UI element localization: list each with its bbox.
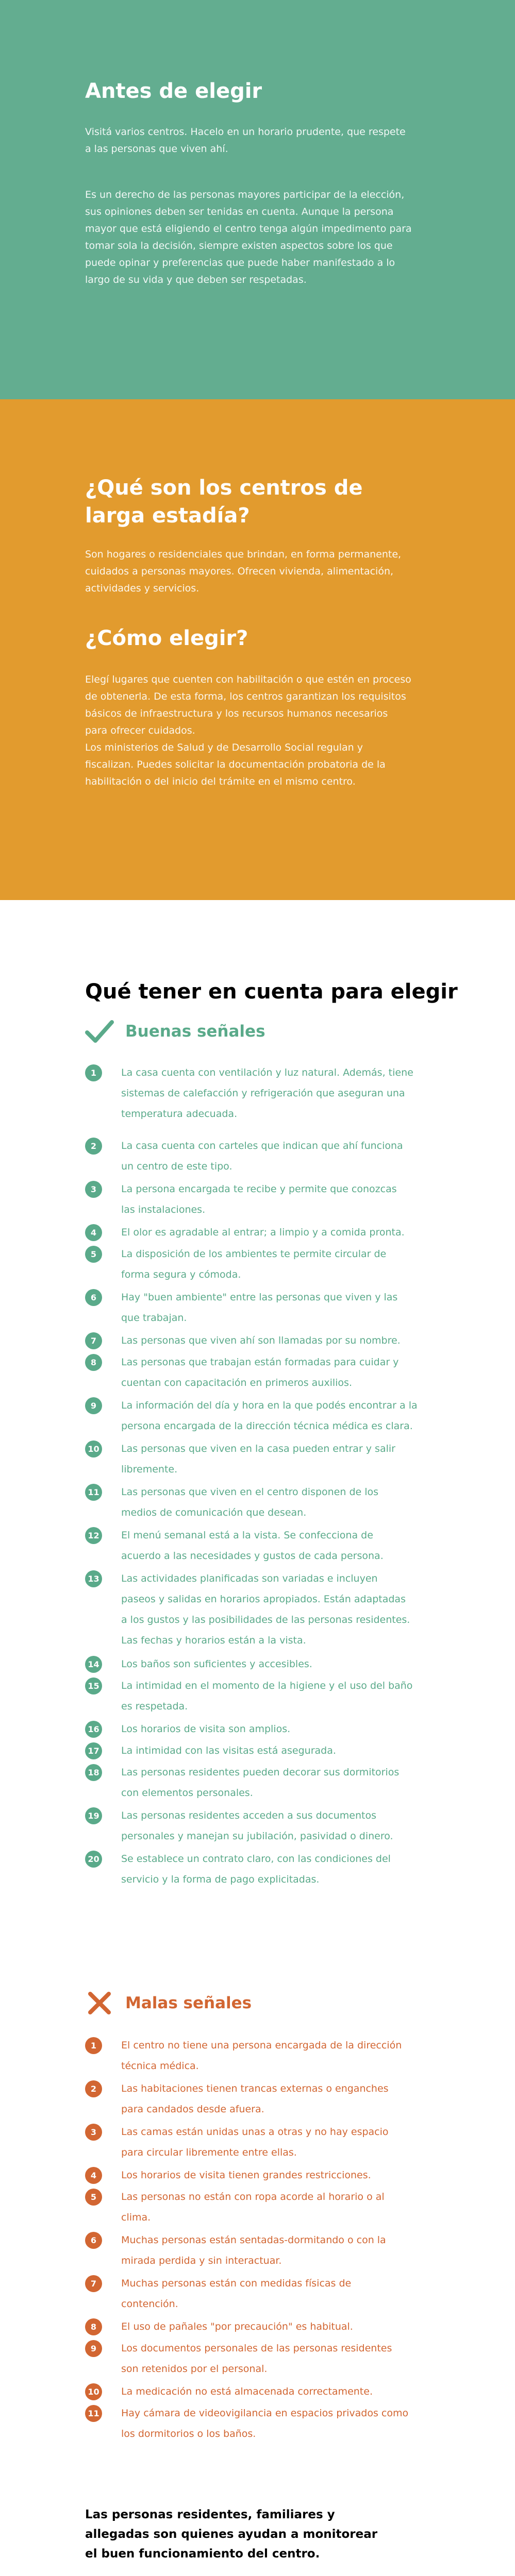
item-number-badge: 6 — [85, 2232, 102, 2249]
good-signs-heading — [85, 1016, 265, 1047]
item-number-badge: 1 — [85, 1064, 102, 1081]
good-signs-label: Buenas señales — [125, 1022, 265, 1041]
item-text: Las personas residentes acceden a sus documentos personales y manejan su jubilación, pasividad o dinero. — [121, 1810, 393, 1842]
bad-signs-heading — [85, 1988, 252, 2019]
item-text: Muchas personas están sentadas-dormitando o con la mirada perdida y sin interactuar. — [121, 2234, 386, 2266]
item-text: Los horarios de visita son amplios. — [121, 1723, 291, 1735]
intro-section — [0, 0, 515, 399]
item-number-badge: 7 — [85, 1332, 102, 1349]
item-number-badge: 12 — [85, 1527, 102, 1544]
section-title: Antes de elegir — [85, 79, 262, 103]
item-text: La intimidad con las visitas está asegurada. — [121, 1745, 336, 1756]
paragraph: Son hogares o residenciales que brindan, en forma permanente, cuidados a personas mayores. Ofrecen vivienda, alimentación, actividades y servicios. — [85, 549, 402, 594]
item-text: La información del día y hora en la que podés encontrar a la persona encargada de la dirección técnica médica es clara. — [121, 1400, 418, 1432]
item-text: Muchas personas están con medidas físicas de contención. — [121, 2278, 352, 2310]
check-icon — [85, 1019, 114, 1044]
item-text: Hay "buen ambiente" entre las personas que viven y las que trabajan. — [121, 1292, 398, 1324]
item-text: Las personas que viven en la casa pueden entrar y salir libremente. — [121, 1443, 395, 1475]
item-number-badge: 2 — [85, 2080, 102, 2097]
item-text: Los documentos personales de las personas residentes son retenidos por el personal. — [121, 2343, 392, 2375]
item-text: La intimidad en el momento de la higiene y el uso del baño es respetada. — [121, 1680, 413, 1712]
item-text: El centro no tiene una persona encargada de la dirección técnica médica. — [121, 2040, 402, 2072]
item-number-badge: 19 — [85, 1807, 102, 1824]
item-number-badge: 4 — [85, 1224, 102, 1241]
item-number-badge: 9 — [85, 1397, 102, 1414]
closing-statement: Las personas residentes, familiares y allegadas son quienes ayudan a monitorear el buen funcionamiento del centro. — [85, 2508, 378, 2561]
item-number-badge: 13 — [85, 1570, 102, 1587]
item-number-badge: 16 — [85, 1721, 102, 1738]
paragraph: Elegí lugares que cuenten con habilitación o que estén en proceso de obtenerla. De esta forma, los centros garantizan los requisitos básicos de infraestructura y los recursos humanos necesarios para ofrecer cuidados. Los ministerios de Salud y de Desarrollo Social regulan y fiscalizan. Puedes solicitar la documentación probatoria de la habilitación o del inicio del trámite en el mismo centro. — [85, 674, 411, 787]
item-number-badge: 1 — [85, 2037, 102, 2054]
item-text: Se establece un contrato claro, con las condiciones del servicio y la forma de pago explicitadas. — [121, 1853, 391, 1885]
item-number-badge: 2 — [85, 1138, 102, 1155]
item-text: La casa cuenta con ventilación y luz natural. Además, tiene sistemas de calefacción y refrigeración que aseguran una temperatura adecuada. — [121, 1067, 413, 1120]
item-number-badge: 8 — [85, 2318, 102, 2335]
section-title: ¿Qué son los centros de larga estadía? — [85, 476, 363, 528]
item-number-badge: 4 — [85, 2167, 102, 2184]
section-title: ¿Cómo elegir? — [85, 626, 248, 650]
paragraph: Visitá varios centros. Hacelo en un horario prudente, que respete a las personas que viven ahí. — [85, 126, 406, 155]
item-text: Hay cámara de videovigilancia en espacios privados como los dormitorios o los baños. — [121, 2408, 409, 2439]
item-number-badge: 3 — [85, 1181, 102, 1198]
checklist-title: Qué tener en cuenta para elegir — [85, 980, 458, 1004]
item-text: El uso de pañales "por precaución" es habitual. — [121, 2321, 353, 2332]
paragraph: Es un derecho de las personas mayores participar de la elección, sus opiniones deben ser tenidas en cuenta. Aunque la persona mayor que está eligiendo el centro tenga algún impedimento para tomar sola la decisión, siempre existen aspectos sobre los que puede opinar y preferencias que puede haber manifestado a lo largo de su vida y que deben ser respetadas. — [85, 189, 412, 285]
item-text: La medicación no está almacenada correctamente. — [121, 2386, 373, 2397]
item-number-badge: 20 — [85, 1851, 102, 1868]
bad-signs-label: Malas señales — [125, 1994, 252, 2012]
item-number-badge: 14 — [85, 1656, 102, 1673]
item-number-badge: 10 — [85, 1440, 102, 1458]
item-number-badge: 7 — [85, 2275, 102, 2292]
item-number-badge: 17 — [85, 1742, 102, 1759]
item-text: Las camas están unidas unas a otras y no hay espacio para circular libremente entre ellas. — [121, 2126, 389, 2158]
item-number-badge: 15 — [85, 1677, 102, 1694]
item-number-badge: 11 — [85, 1484, 102, 1501]
item-number-badge: 9 — [85, 2340, 102, 2357]
item-number-badge: 6 — [85, 1289, 102, 1306]
item-text: Las habitaciones tienen trancas externas o enganches para candados desde afuera. — [121, 2083, 389, 2115]
item-number-badge: 10 — [85, 2383, 102, 2400]
item-text: Las personas que viven ahí son llamadas por su nombre. — [121, 1335, 401, 1346]
item-text: Los horarios de visita tienen grandes restricciones. — [121, 2170, 371, 2181]
item-text: Las personas que trabajan están formadas para cuidar y cuentan con capacitación en primeros auxilios. — [121, 1357, 399, 1388]
item-text: Los baños son suficientes y accesibles. — [121, 1658, 312, 1670]
item-number-badge: 18 — [85, 1764, 102, 1781]
item-text: Las actividades planificadas son variadas e incluyen paseos y salidas en horarios apropiados. Están adaptadas a los gustos y las posibilidades de las personas residentes. Las fechas y horarios están a la vista. — [121, 1573, 410, 1646]
item-number-badge: 3 — [85, 2124, 102, 2141]
item-number-badge: 11 — [85, 2405, 102, 2422]
item-text: La disposición de los ambientes te permite circular de forma segura y cómoda. — [121, 1248, 387, 1280]
item-text: La casa cuenta con carteles que indican que ahí funciona un centro de este tipo. — [121, 1140, 403, 1172]
item-number-badge: 8 — [85, 1354, 102, 1371]
item-number-badge: 5 — [85, 2189, 102, 2206]
item-text: Las personas residentes pueden decorar sus dormitorios con elementos personales. — [121, 1767, 400, 1799]
item-text: El olor es agradable al entrar; a limpio y a comida pronta. — [121, 1227, 405, 1238]
item-number-badge: 5 — [85, 1246, 102, 1263]
cross-icon — [85, 1991, 114, 2015]
item-text: Las personas que viven en el centro disponen de los medios de comunicación que desean. — [121, 1486, 379, 1518]
item-text: La persona encargada te recibe y permite que conozcas las instalaciones. — [121, 1183, 397, 1215]
item-text: El menú semanal está a la vista. Se confecciona de acuerdo a las necesidades y gustos de cada persona. — [121, 1530, 384, 1562]
item-text: Las personas no están con ropa acorde al horario o al clima. — [121, 2191, 385, 2223]
